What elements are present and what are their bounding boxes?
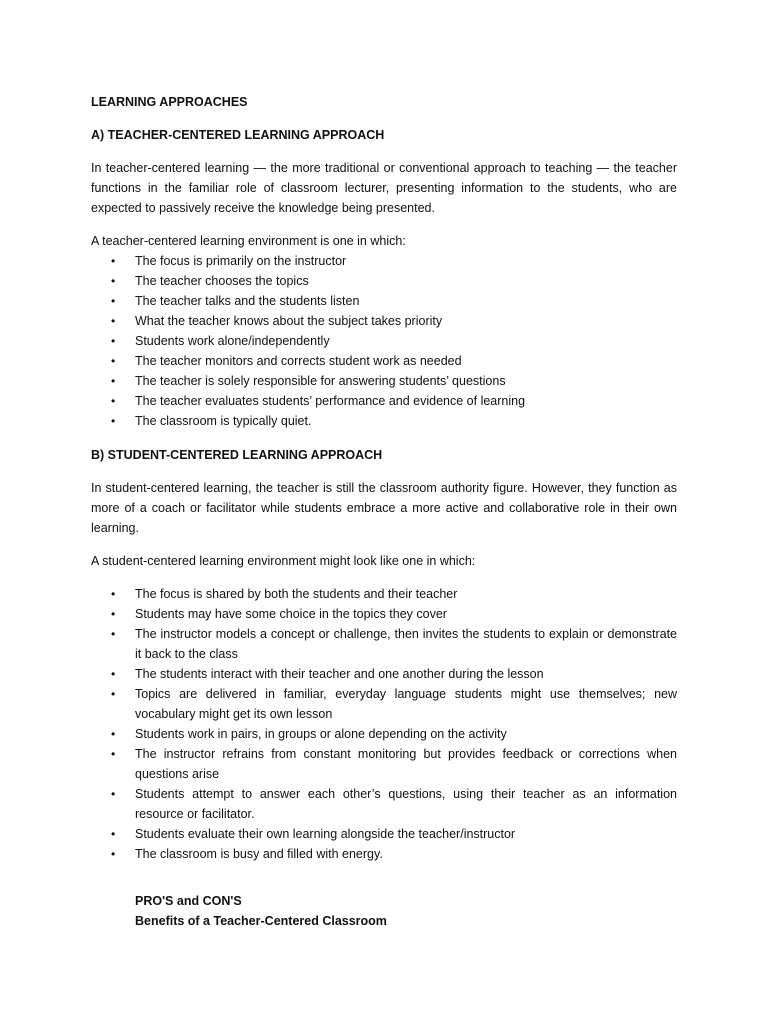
- bullet-icon: •: [111, 847, 116, 861]
- list-item: • The focus is shared by both the students and their teacher: [91, 584, 677, 604]
- bullet-icon: •: [111, 787, 116, 801]
- list-item: • The students interact with their teacher and one another during the lesson: [91, 664, 677, 684]
- bullet-icon: •: [111, 354, 116, 368]
- bullet-icon: •: [111, 587, 116, 601]
- list-item: • The classroom is typically quiet.: [91, 411, 677, 431]
- bullet-icon: •: [111, 394, 116, 408]
- pros-cons-subheading: Benefits of a Teacher-Centered Classroom: [135, 914, 387, 928]
- list-item: • The teacher talks and the students listen: [91, 291, 677, 311]
- bullet-icon: •: [111, 747, 116, 761]
- section-a-list: [91, 251, 677, 431]
- section-b-paragraph: In student-centered learning, the teacher is still the classroom authority figure. However, they function as more of a coach or facilitator while students embrace a more active and collaborative role in their own learning.: [91, 481, 677, 535]
- list-item: • What the teacher knows about the subject takes priority: [91, 311, 677, 331]
- bullet-icon: •: [111, 254, 116, 268]
- bullet-icon: •: [111, 607, 116, 621]
- document-page: [91, 92, 677, 931]
- pros-cons-heading: PRO'S and CON'S: [135, 894, 242, 908]
- list-item: • The instructor models a concept or challenge, then invites the students to explain or demonstrate it back to the class: [91, 624, 677, 664]
- section-a-list-intro: A teacher-centered learning environment is one in which:: [91, 234, 406, 248]
- list-item: • Students evaluate their own learning alongside the teacher/instructor: [91, 824, 677, 844]
- bullet-icon: •: [111, 727, 116, 741]
- section-a-heading: A) TEACHER-CENTERED LEARNING APPROACH: [91, 128, 385, 142]
- list-item: • The instructor refrains from constant monitoring but provides feedback or corrections when questions arise: [91, 744, 677, 784]
- list-item: • The teacher is solely responsible for answering students’ questions: [91, 371, 677, 391]
- bullet-icon: •: [111, 627, 116, 641]
- list-item: • The teacher evaluates students’ performance and evidence of learning: [91, 391, 677, 411]
- list-item: • Topics are delivered in familiar, everyday language students might use themselves; new vocabulary might get its own lesson: [91, 684, 677, 724]
- list-item: • Students attempt to answer each other’s questions, using their teacher as an information resource or facilitator.: [91, 784, 677, 824]
- section-b-heading: B) STUDENT-CENTERED LEARNING APPROACH: [91, 448, 383, 462]
- pros-cons-block: [91, 891, 677, 931]
- bullet-icon: •: [111, 274, 116, 288]
- bullet-icon: •: [111, 334, 116, 348]
- bullet-icon: •: [111, 294, 116, 308]
- bullet-icon: •: [111, 667, 116, 681]
- list-item: • Students may have some choice in the topics they cover: [91, 604, 677, 624]
- bullet-icon: •: [111, 827, 116, 841]
- document-title: LEARNING APPROACHES: [91, 95, 248, 109]
- list-item: • The teacher monitors and corrects student work as needed: [91, 351, 677, 371]
- list-item: • Students work in pairs, in groups or alone depending on the activity: [91, 724, 677, 744]
- list-item: • Students work alone/independently: [91, 331, 677, 351]
- list-item: • The classroom is busy and filled with energy.: [91, 844, 677, 864]
- list-item: • The teacher chooses the topics: [91, 271, 677, 291]
- bullet-icon: •: [111, 414, 116, 428]
- section-b-list: [91, 584, 677, 864]
- bullet-icon: •: [111, 314, 116, 328]
- bullet-icon: •: [111, 687, 116, 701]
- section-a-paragraph: In teacher-centered learning — the more traditional or conventional approach to teaching — the teacher functions in the familiar role of classroom lecturer, presenting information to the students, who are expected to passively receive the knowledge being presented.: [91, 161, 677, 215]
- section-b-list-intro: A student-centered learning environment might look like one in which:: [91, 554, 476, 568]
- list-item: • The focus is primarily on the instructor: [91, 251, 677, 271]
- bullet-icon: •: [111, 374, 116, 388]
